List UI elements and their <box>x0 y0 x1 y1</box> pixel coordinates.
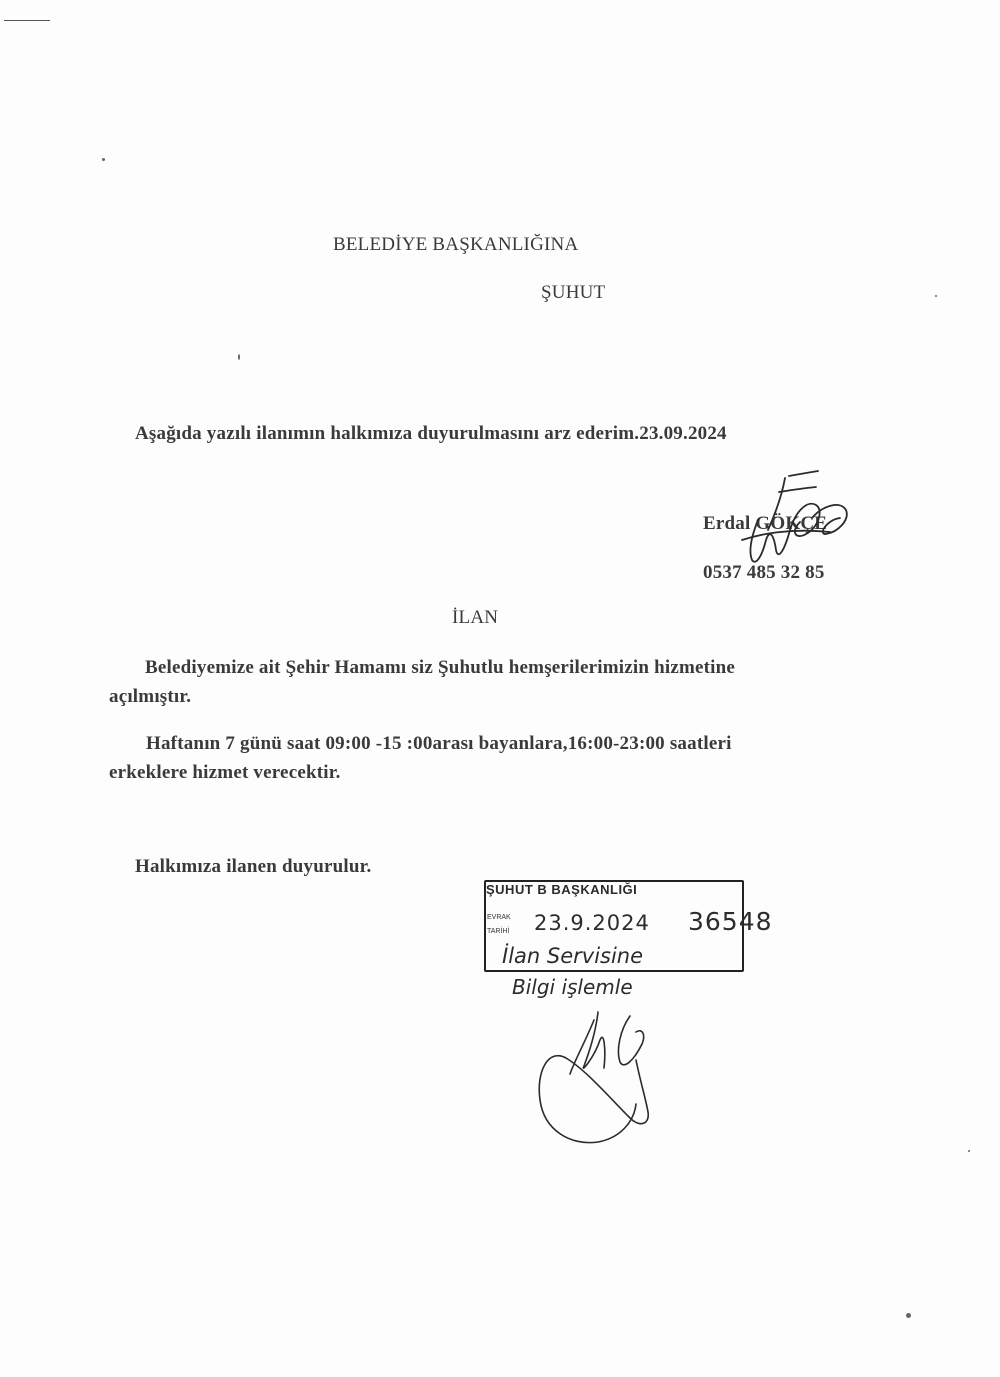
stamp-date: 23.9.2024 <box>534 911 650 935</box>
applicant-name: Erdal GÖKÇE <box>703 513 828 534</box>
stamp-label-top: EVRAK <box>487 914 511 921</box>
request-text: Aşağıda yazılı ilanımın halkımıza duyurulmasını arz ederim.23.09.2024 <box>135 423 727 444</box>
applicant-phone: 0537 485 32 85 <box>703 562 825 583</box>
notice-paragraph-1-line-1: Belediyemize ait Şehir Hamamı siz Şuhutlu hemşerilerimizin hizmetine <box>145 657 736 678</box>
notice-title: İLAN <box>452 607 499 628</box>
stamp-title: ŞUHUT B BAŞKANLIĞI <box>486 882 638 897</box>
notice-paragraph-2-line-2: erkeklere hizmet verecektir. <box>109 762 341 783</box>
handwritten-note-line-2: Bilgi işlemle <box>512 975 633 999</box>
stamp-number: 36548 <box>688 907 773 936</box>
notice-paragraph-1-line-2: açılmıştır. <box>109 686 192 707</box>
notice-closing: Halkımıza ilanen duyurulur. <box>135 856 372 877</box>
recipient-heading: BELEDİYE BAŞKANLIĞINA <box>333 234 579 255</box>
stamp-label-bottom: TARİHİ <box>487 928 510 935</box>
handwritten-note-line-1: İlan Servisine <box>502 944 644 968</box>
applicant-signature <box>742 471 847 562</box>
city-heading: ŞUHUT <box>541 282 606 303</box>
approval-signature <box>539 1012 648 1143</box>
notice-paragraph-2-line-1: Haftanın 7 günü saat 09:00 -15 :00arası bayanlara,16:00-23:00 saatleri <box>146 733 732 754</box>
